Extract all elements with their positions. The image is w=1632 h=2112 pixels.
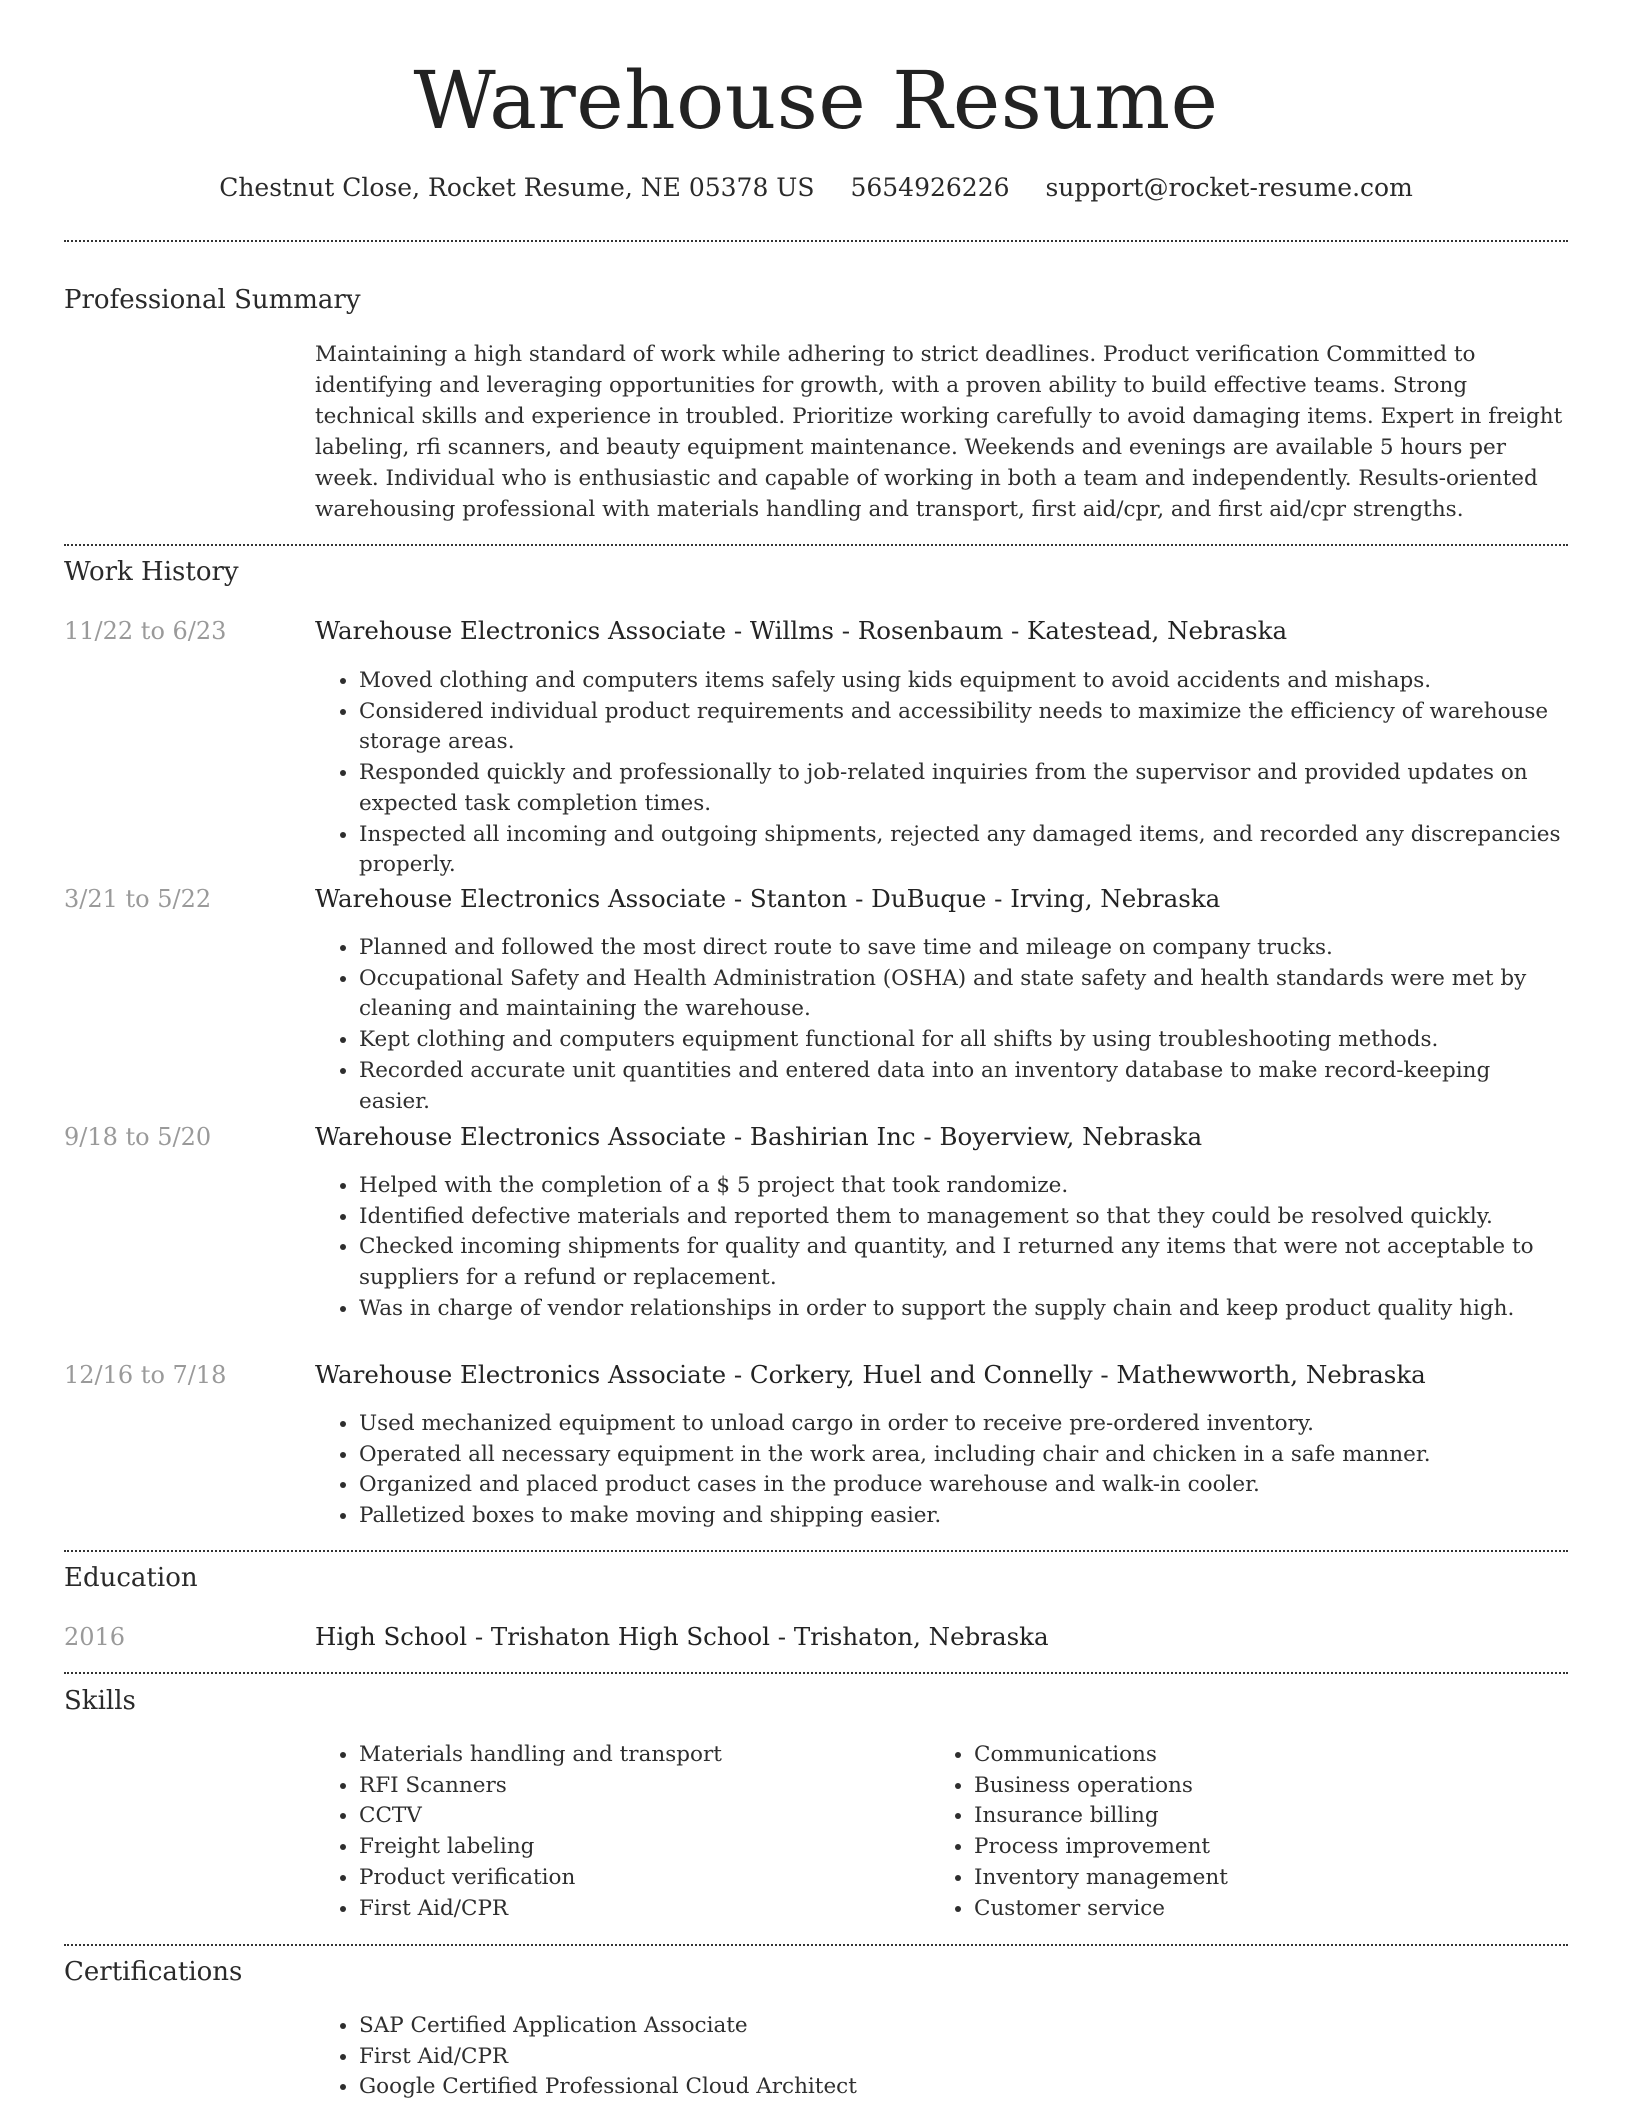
job-bullet: • Identified defective materials and reported them to management so that they could be resolved quickly. [359,1202,1568,1233]
job-bullets [315,666,1568,881]
section-divider [64,1672,1568,1674]
skill-item: • RFI Scanners [359,1771,915,1802]
job-title: Warehouse Electronics Associate - Stanton - DuBuque - Irving, Nebraska [315,884,1221,913]
job-bullet: • Operated all necessary equipment in the work area, including chair and chicken in a safe manner. [359,1440,1568,1471]
summary-heading: Professional Summary [64,285,361,315]
skills-heading: Skills [64,1686,136,1716]
certifications-list [315,2011,1568,2103]
job-title: Warehouse Electronics Associate - Willms - Rosenbaum - Katestead, Nebraska [315,616,1288,645]
section-divider [64,544,1568,546]
job-bullet: • Checked incoming shipments for quality and quantity, and I returned any items that were not acceptable to suppliers for a refund or replacement. [359,1232,1568,1293]
job-bullet: • Recorded accurate unit quantities and entered data into an inventory database to make record-keeping easier. [359,1056,1568,1117]
certification-item: • Google Certified Professional Cloud Architect [359,2072,1568,2103]
job-bullet: • Considered individual product requirements and accessibility needs to maximize the efficiency of warehouse storage areas. [359,697,1568,758]
skill-item: • Product verification [359,1863,915,1894]
skills-list-right [930,1740,1530,1924]
education-heading: Education [64,1563,198,1593]
skill-item: • Freight labeling [359,1832,915,1863]
skill-item: • Customer service [974,1894,1530,1925]
job-bullet: • Kept clothing and computers equipment functional for all shifts by using troubleshooting methods. [359,1025,1568,1056]
skill-item: • First Aid/CPR [359,1894,915,1925]
certifications-heading: Certifications [64,1957,243,1987]
section-divider [64,240,1568,242]
skill-item: • Inventory management [974,1863,1530,1894]
resume-name: Warehouse Resume [413,54,1219,147]
job-dates: 3/21 to 5/22 [64,885,212,913]
skill-item: • CCTV [359,1801,915,1832]
job-bullet: • Helped with the completion of a $ 5 project that took randomize. [359,1171,1568,1202]
job-bullet: • Occupational Safety and Health Administration (OSHA) and state safety and health standards were met by cleaning and maintaining the warehouse. [359,964,1568,1025]
education-title: High School - Trishaton High School - Trishaton, Nebraska [315,1622,1049,1651]
job-title: Warehouse Electronics Associate - Corkery, Huel and Connelly - Mathewworth, Nebraska [315,1360,1426,1389]
contact-address: Chestnut Close, Rocket Resume, NE 05378 US [219,173,815,202]
job-bullet: • Palletized boxes to make moving and shipping easier. [359,1501,1568,1532]
job-bullet: • Was in charge of vendor relationships in order to support the supply chain and keep product quality high. [359,1294,1568,1325]
section-divider [64,1944,1568,1946]
job-bullets [315,1171,1568,1325]
job-dates: 11/22 to 6/23 [64,617,227,645]
summary-text: Maintaining a high standard of work while adhering to strict deadlines. Product verification Committed to identifying and leveraging opportunities for growth, with a proven ability to build effective teams. Strong technical skills and experience in troubled. Prioritize working carefully to avoid damaging items. Expert in freight labeling, rfi scanners, and beauty equipment maintenance. Weekends and evenings are available 5 hours per week. Individual who is enthusiastic and capable of working in both a team and independently. Results-oriented warehousing professional with materials handling and transport, first aid/cpr, and first aid/cpr strengths. [315,342,1563,522]
work-history-heading: Work History [64,557,239,587]
skill-item: • Insurance billing [974,1801,1530,1832]
job-bullet: • Moved clothing and computers items safely using kids equipment to avoid accidents and mishaps. [359,666,1568,697]
certification-item: • First Aid/CPR [359,2042,1568,2073]
education-date: 2016 [64,1623,126,1651]
skill-item: • Materials handling and transport [359,1740,915,1771]
job-title: Warehouse Electronics Associate - Bashirian Inc - Boyerview, Nebraska [315,1122,1203,1151]
certification-item: • SAP Certified Application Associate [359,2011,1568,2042]
skills-list-left [315,1740,915,1924]
job-bullet: • Organized and placed product cases in the produce warehouse and walk-in cooler. [359,1470,1568,1501]
job-bullets [315,933,1568,1117]
section-divider [64,1550,1568,1552]
job-bullet: • Used mechanized equipment to unload cargo in order to receive pre-ordered inventory. [359,1409,1568,1440]
job-bullet: • Planned and followed the most direct route to save time and mileage on company trucks. [359,933,1568,964]
contact-email: support@rocket-resume.com [1045,173,1413,202]
job-bullet: • Inspected all incoming and outgoing shipments, rejected any damaged items, and recorded any discrepancies properly. [359,820,1568,881]
skill-item: • Communications [974,1740,1530,1771]
job-dates: 12/16 to 7/18 [64,1361,227,1389]
skill-item: • Process improvement [974,1832,1530,1863]
contact-line [64,170,1568,206]
job-bullets [315,1409,1568,1532]
contact-phone: 5654926226 [850,173,1010,202]
job-bullet: • Responded quickly and professionally to job-related inquiries from the supervisor and provided updates on expected task completion times. [359,758,1568,819]
job-dates: 9/18 to 5/20 [64,1123,212,1151]
skill-item: • Business operations [974,1771,1530,1802]
